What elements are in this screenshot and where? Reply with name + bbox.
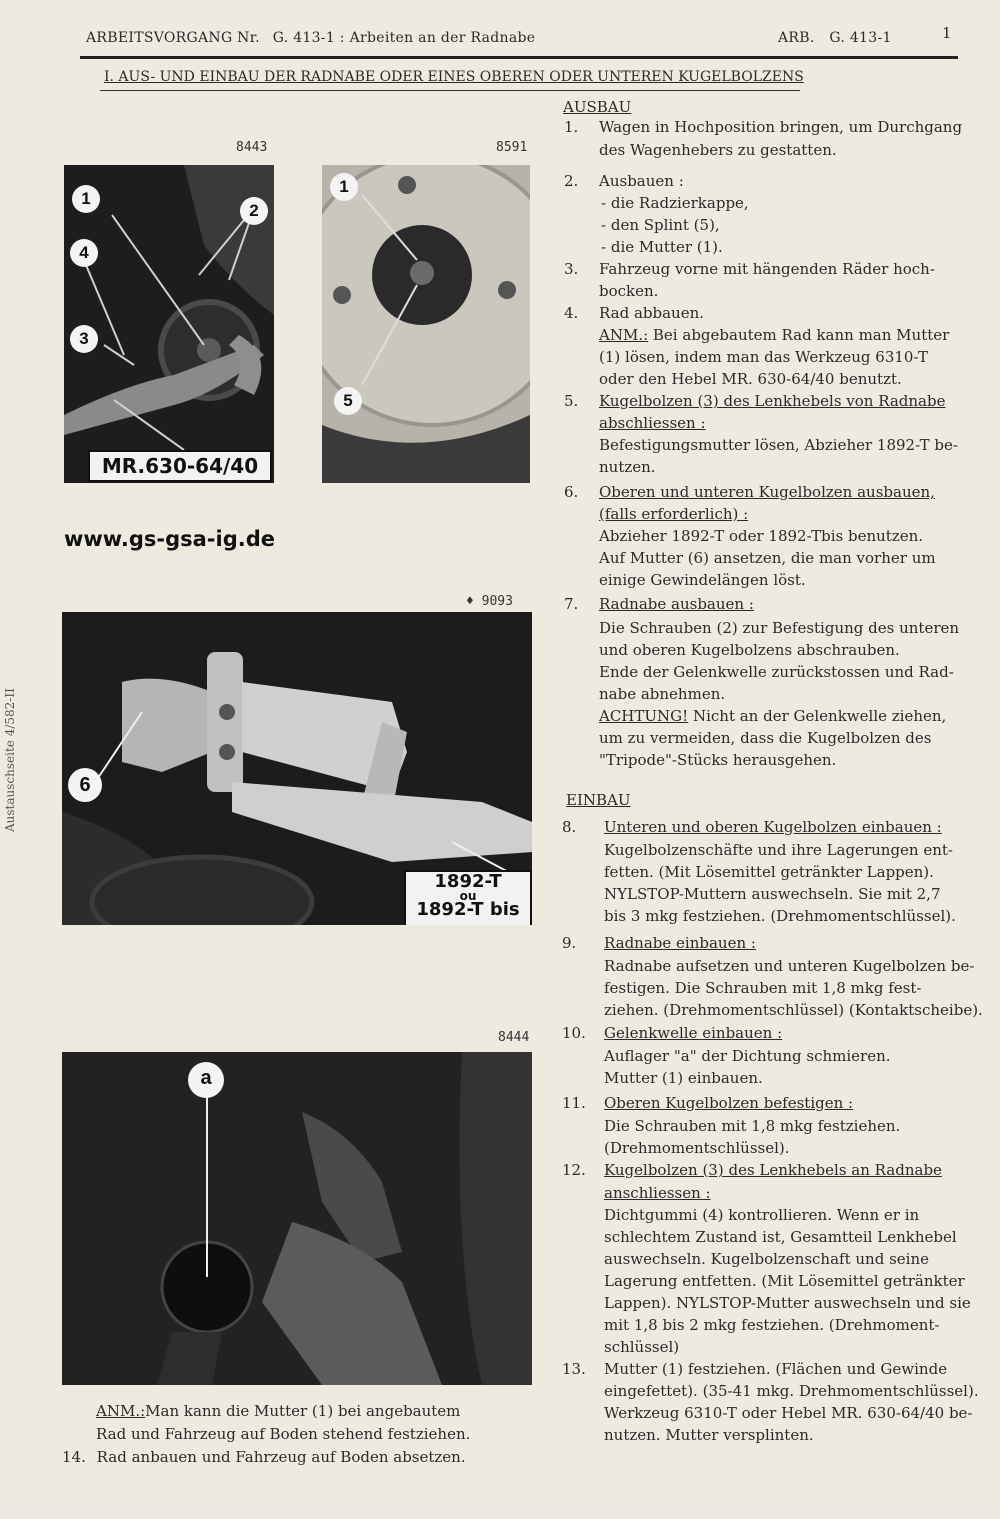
header-right-prefix: ARB. — [778, 30, 815, 46]
instruction-line: anschliessen : — [604, 1184, 711, 1202]
instruction-line: - die Radzierkappe, — [601, 194, 749, 212]
header-right — [778, 27, 892, 49]
header-right-code: G. 413-1 — [829, 30, 892, 46]
section-title-rule — [100, 90, 800, 91]
step-number: 12. — [562, 1161, 586, 1179]
bottom-note-line: Rad und Fahrzeug auf Boden stehend festziehen. — [96, 1425, 471, 1443]
instruction-line: nabe abnehmen. — [599, 685, 726, 703]
callout-6: 6 — [68, 768, 102, 802]
instruction-line: festigen. Die Schrauben mit 1,8 mkg fest- — [604, 979, 922, 997]
tool-label-line: 1892-T — [434, 871, 502, 892]
tool-label-line: 1892-T bis — [416, 899, 520, 920]
instruction-line: Werkzeug 6310-T oder Hebel MR. 630-64/40 be- — [604, 1404, 973, 1422]
instruction-line: Fahrzeug vorne mit hängenden Räder hoch- — [599, 260, 935, 278]
instruction-line: Kugelbolzen (3) des Lenkhebels an Radnabe — [604, 1161, 942, 1179]
instruction-line: abschliessen : — [599, 414, 706, 432]
instruction-line: Abzieher 1892-T oder 1892-Tbis benutzen. — [599, 527, 924, 545]
instruction-line: schlechtem Zustand ist, Gesamtteil Lenkhebel — [604, 1228, 957, 1246]
photo-puller-tool — [62, 612, 532, 925]
website-url: www.gs-gsa-ig.de — [64, 527, 275, 551]
step-number: 4. — [564, 304, 579, 322]
instruction-line: ACHTUNG! Nicht an der Gelenkwelle ziehen, — [599, 707, 947, 725]
callout-1: 1 — [72, 185, 100, 213]
header-left — [86, 27, 535, 49]
step-number: 2. — [564, 172, 579, 190]
instruction-line: nutzen. Mutter versplinten. — [604, 1426, 814, 1444]
callout-5: 5 — [334, 387, 362, 415]
header-left-code: G. 413-1 : Arbeiten an der Radnabe — [272, 30, 536, 46]
side-note: Austauschseite 4/582-II — [3, 688, 17, 832]
instruction-line: Mutter (1) festziehen. (Flächen und Gewinde — [604, 1360, 948, 1378]
instruction-line: (Drehmomentschlüssel). — [604, 1139, 790, 1157]
callout-1: 1 — [330, 173, 358, 201]
instruction-line: Kugelbolzenschäfte und ihre Lagerungen ent- — [604, 841, 953, 859]
callout-4: 4 — [70, 239, 98, 267]
callout-a: a — [188, 1062, 224, 1098]
instruction-line: mit 1,8 bis 2 mkg festziehen. (Drehmoment- — [604, 1316, 940, 1334]
tool-label: MR.630-64/40 — [88, 450, 272, 482]
instruction-line: nutzen. — [599, 458, 656, 476]
photo-wheel-center — [322, 165, 530, 483]
instruction-line: bis 3 mkg festziehen. (Drehmomentschlüssel). — [604, 907, 956, 925]
step-number: 13. — [562, 1360, 586, 1378]
instruction-line: Unteren und oberen Kugelbolzen einbauen : — [604, 818, 942, 836]
einbau-heading: EINBAU — [566, 791, 631, 809]
note-label: ANM.: — [96, 1402, 146, 1420]
instruction-line: Radnabe aufsetzen und unteren Kugelbolzen be- — [604, 957, 975, 975]
instruction-line: um zu vermeiden, dass die Kugelbolzen des — [599, 729, 932, 747]
instruction-line: Kugelbolzen (3) des Lenkhebels von Radnabe — [599, 392, 946, 410]
tool-label-line: ou — [459, 889, 477, 903]
step-number: 1. — [564, 118, 579, 136]
note-label: ACHTUNG! — [599, 707, 689, 725]
step-number: 6. — [564, 483, 579, 501]
instruction-line: schlüssel) — [604, 1338, 680, 1356]
instruction-line: ANM.: Bei abgebautem Rad kann man Mutter — [599, 326, 950, 344]
step-number: 10. — [562, 1024, 586, 1042]
instruction-line: einige Gewindelängen löst. — [599, 571, 806, 589]
instruction-line: Radnabe ausbauen : — [599, 595, 754, 613]
instruction-line: Lappen). NYLSTOP-Mutter auswechseln und sie — [604, 1294, 971, 1312]
instruction-line: Die Schrauben mit 1,8 mkg festziehen. — [604, 1117, 901, 1135]
instruction-line: Befestigungsmutter lösen, Abzieher 1892-T be- — [599, 436, 958, 454]
step-number: 7. — [564, 595, 579, 613]
instruction-line: Ende der Gelenkwelle zurückstossen und Rad- — [599, 663, 954, 681]
tool-label-box — [404, 870, 532, 925]
instruction-line: - den Splint (5), — [601, 216, 720, 234]
figure-number: 8443 — [236, 140, 268, 155]
instruction-line: Die Schrauben (2) zur Befestigung des unteren — [599, 619, 960, 637]
figure-number: 8444 — [498, 1030, 530, 1045]
instruction-line: NYLSTOP-Muttern auswechseln. Sie mit 2,7 — [604, 885, 941, 903]
instruction-line: Auf Mutter (6) ansetzen, die man vorher um — [599, 549, 936, 567]
header-left-prefix: ARBEITSVORGANG Nr. — [86, 30, 260, 46]
step-number: 9. — [562, 934, 577, 952]
instruction-line: eingefettet). (35-41 mkg. Drehmomentschlüssel). — [604, 1382, 979, 1400]
instruction-line: Mutter (1) einbauen. — [604, 1069, 763, 1087]
instruction-line: Rad abbauen. — [599, 304, 705, 322]
figure-number: 8591 — [496, 140, 528, 155]
figure-number-9093: ♦ 9093 — [466, 594, 513, 609]
note-label: ANM.: — [599, 326, 649, 344]
step-number: 11. — [562, 1094, 586, 1112]
instruction-line: Lagerung entfetten. (Mit Lösemittel getränkter — [604, 1272, 965, 1290]
instruction-line: fetten. (Mit Lösemittel getränkter Lappen). — [604, 863, 934, 881]
step-14: 14. Rad anbauen und Fahrzeug auf Boden absetzen. — [62, 1448, 466, 1466]
instruction-line: Dichtgummi (4) kontrollieren. Wenn er in — [604, 1206, 920, 1224]
instruction-line: Radnabe einbauen : — [604, 934, 756, 952]
callout-2: 2 — [240, 197, 268, 225]
instruction-line: des Wagenhebers zu gestatten. — [599, 141, 837, 159]
instruction-line: Wagen in Hochposition bringen, um Durchgang — [599, 118, 963, 136]
instruction-line: ziehen. (Drehmomentschlüssel) (Kontaktscheibe). — [604, 1001, 983, 1019]
photo-hub-with-lever — [64, 165, 274, 483]
callout-3: 3 — [70, 325, 98, 353]
instruction-line: Auflager "a" der Dichtung schmieren. — [604, 1047, 891, 1065]
photo-drive-shaft — [62, 1052, 532, 1385]
instruction-line: "Tripode"-Stücks herausgehen. — [599, 751, 837, 769]
instruction-line: auswechseln. Kugelbolzenschaft und seine — [604, 1250, 929, 1268]
instruction-line: (falls erforderlich) : — [599, 505, 749, 523]
instruction-line: Oberen Kugelbolzen befestigen : — [604, 1094, 854, 1112]
step-number: 3. — [564, 260, 579, 278]
instruction-line: bocken. — [599, 282, 659, 300]
step-number: 8. — [562, 818, 577, 836]
page-number: 1 — [942, 24, 952, 42]
header-rule — [80, 56, 958, 59]
instruction-line: oder den Hebel MR. 630-64/40 benutzt. — [599, 370, 902, 388]
instruction-line: Gelenkwelle einbauen : — [604, 1024, 783, 1042]
ausbau-heading: AUSBAU — [563, 98, 632, 116]
instruction-line: Oberen und unteren Kugelbolzen ausbauen, — [599, 483, 935, 501]
bottom-note-line: ANM.:Man kann die Mutter (1) bei angebautem — [96, 1402, 461, 1420]
instruction-line: (1) lösen, indem man das Werkzeug 6310-T — [599, 348, 929, 366]
step-number: 5. — [564, 392, 579, 410]
instruction-line: Ausbauen : — [599, 172, 684, 190]
instruction-line: - die Mutter (1). — [601, 238, 723, 256]
instruction-line: und oberen Kugelbolzens abschrauben. — [599, 641, 900, 659]
section-title: I. AUS- UND EINBAU DER RADNABE ODER EINES OBEREN ODER UNTEREN KUGELBOLZENS — [104, 69, 804, 85]
